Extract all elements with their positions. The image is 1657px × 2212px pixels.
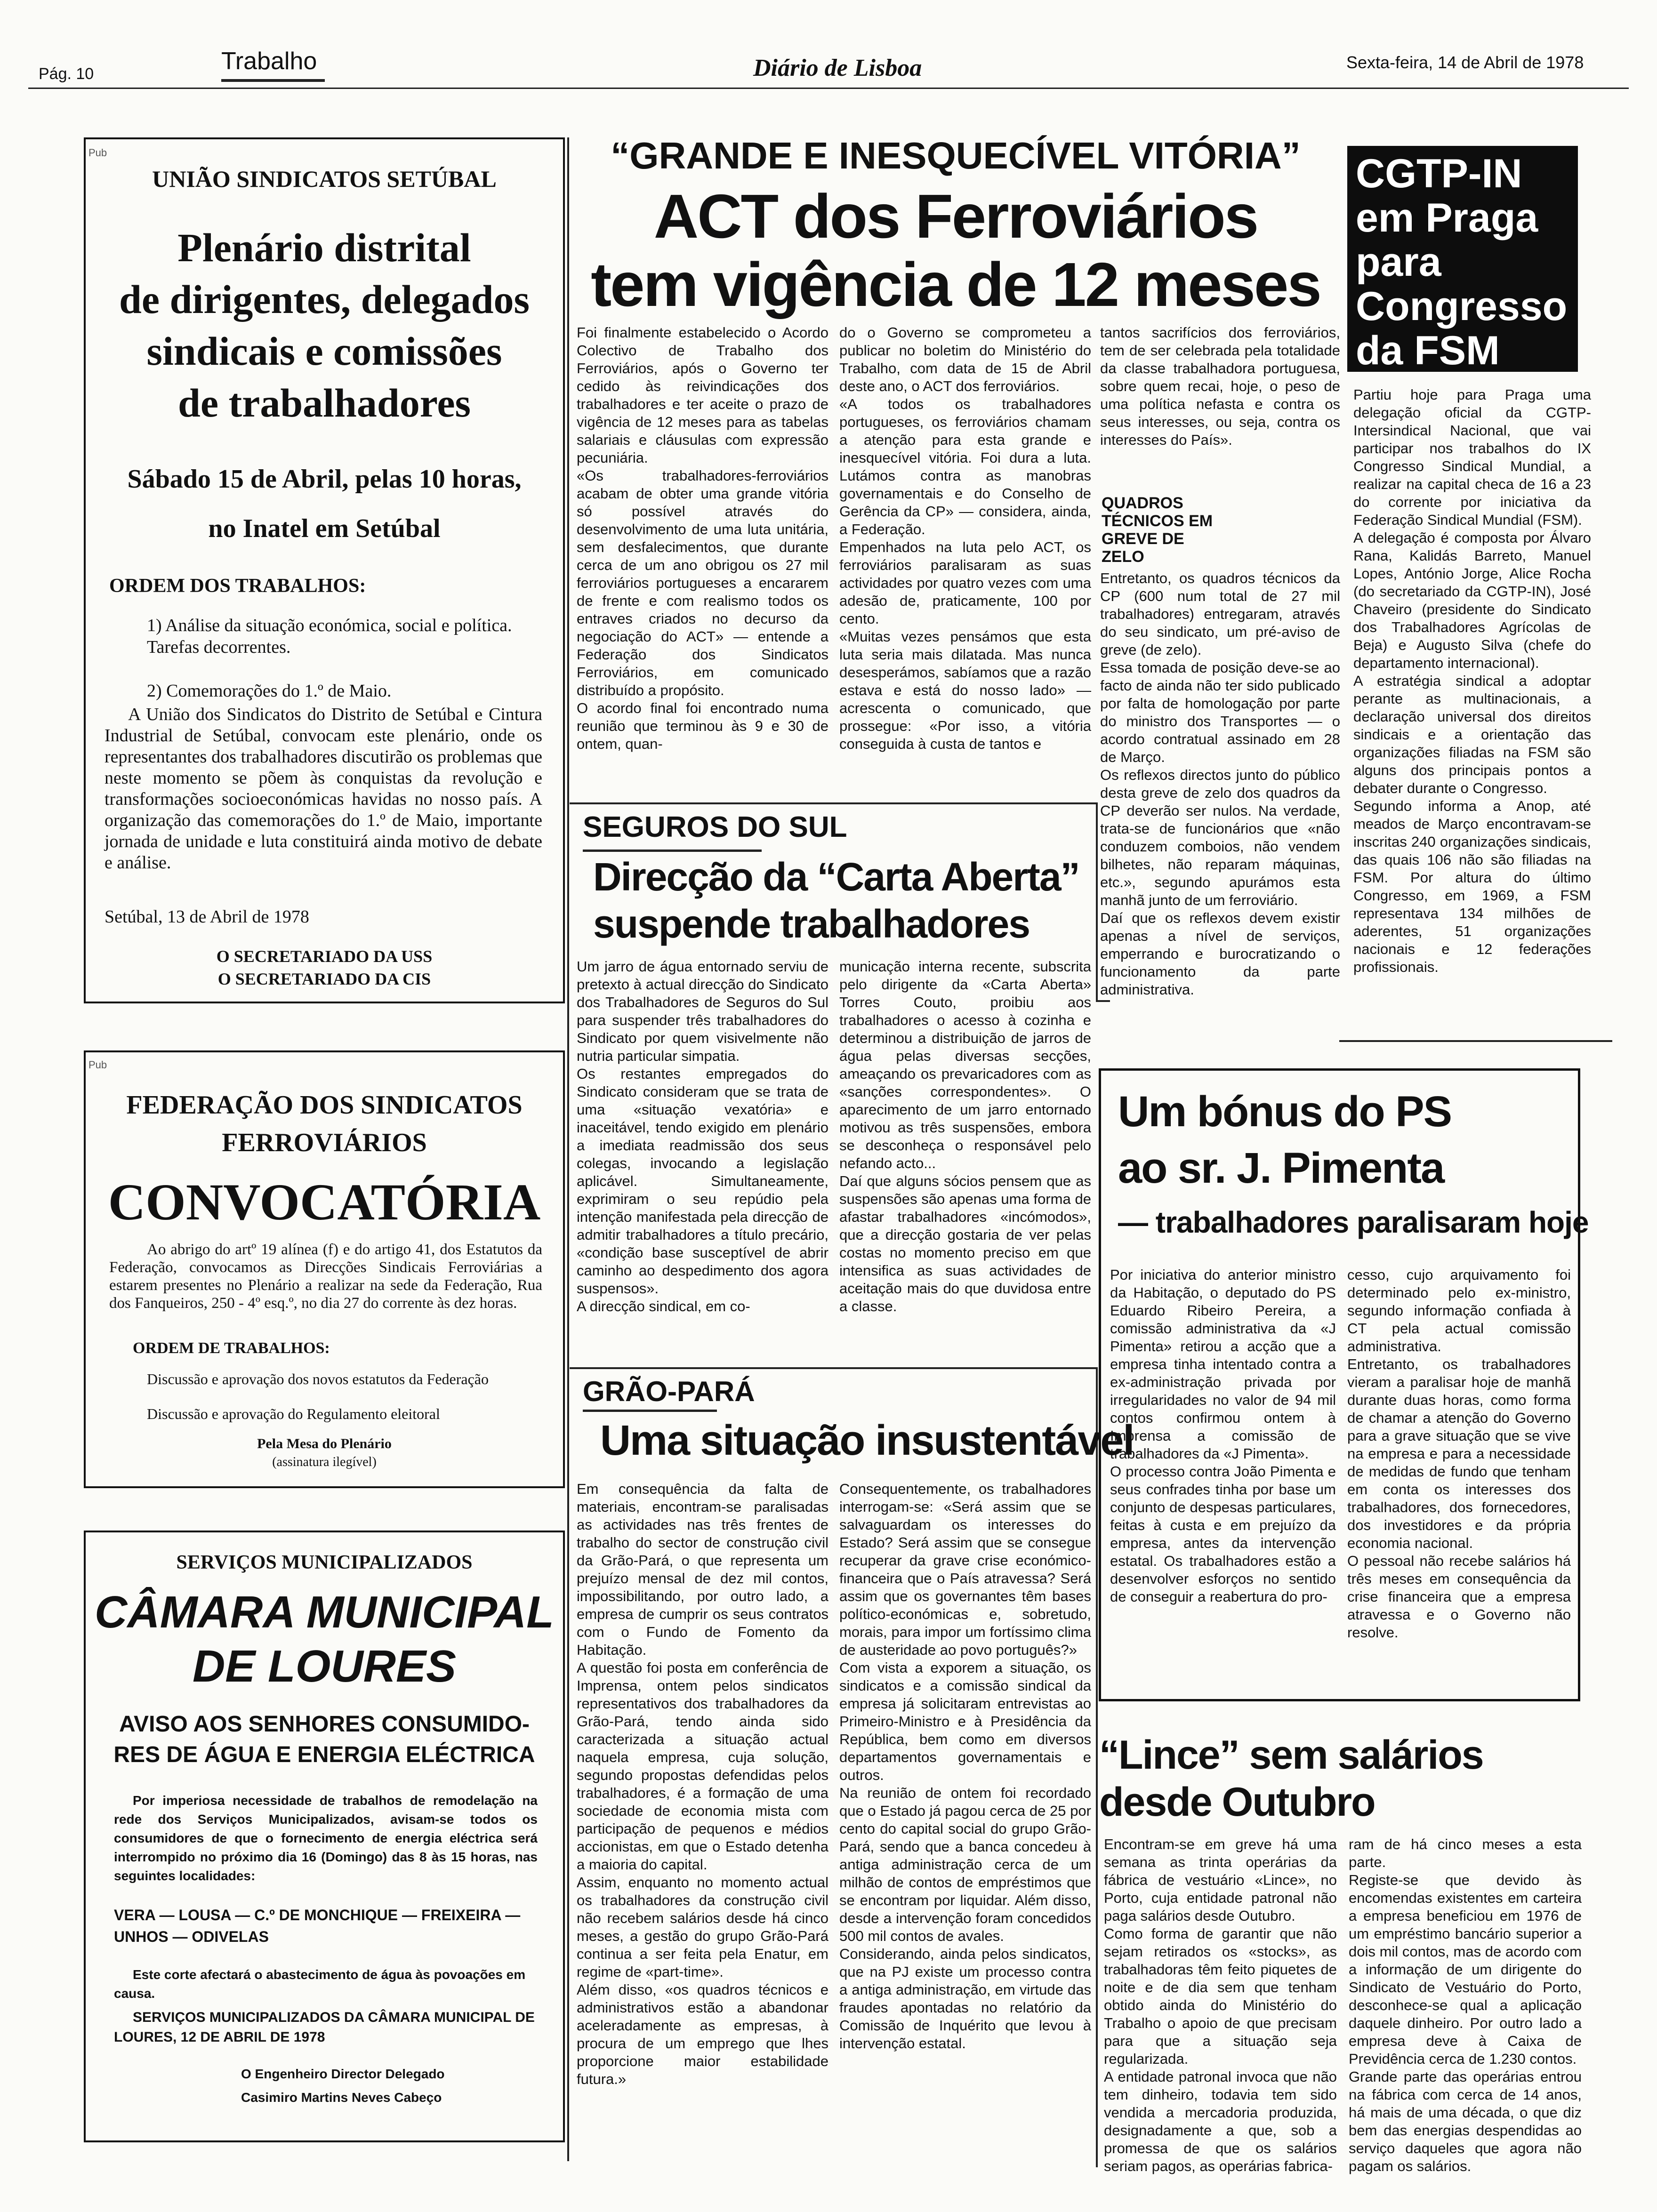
act-col3b: Entretanto, os quadros técnicos da CP (600 num total de 27 mil trabalhadores) entregaram, através do seu sindicato, um pré-aviso de greve (de zelo). Essa tomada de posição deve-se ao facto de ainda não ter sido publicado por falta de homologação por parte do ministro dos Transportes — o acordo contratual assinado em 28 de Março. Os reflexos directos junto do público desta greve de zelo dos quadros da CP deverão ser nulos. Na verdade, trata-se de funcionários que «não conduzem comboios, não vendem bilhetes, não reparam máquinas, etc.», segundo apurámos esta manhã junto de um ferroviário. Daí que os reflexos devem existir apenas a nível de serviços, emperrando e burocratizando o funcionamento da parte administrativa. bbox=[1100, 570, 1340, 998]
uss-title bbox=[86, 222, 563, 429]
cgtp-title-line: em Praga bbox=[1356, 195, 1538, 240]
lince-col1: Encontram-se em greve há uma semana as trinta operárias da fábrica de vestuário «Lince», no Porto, cuja entidade patronal não paga salários desde Outubro. Como forma de garantir que não sejam retirados os «stocks», as trabalhadoras têm feito piquetes de noite e de dia sem que tenham obtido ainda do Ministério do Trabalho o apoio de que precisam para que a situação seja regularizada. A entidade patronal invoca que não tem dinheiro, todavia tem sido vendida a mercadoria produzida, designadamente a que, sob a promessa de que os salários seriam pagos, as operárias fabrica- bbox=[1104, 1836, 1337, 2174]
cgtp-title-line: da FSM bbox=[1356, 328, 1500, 373]
uss-title-line: de trabalhadores bbox=[178, 380, 471, 425]
uss-sig1: O SECRETARIADO DA USS bbox=[216, 947, 433, 966]
act-col3: tantos sacrifícios dos ferroviários, tem de ser celebrada pela totalidade da classe trabalhadora portuguesa, sobre quem recai, hoje, o peso de uma política nefasta e contra os seus interesses, ou seja, contra os interesses do País». bbox=[1100, 324, 1340, 448]
pub-label: Pub bbox=[88, 147, 107, 159]
uss-item1: 1) Análise da situação económica, social e política. Tarefas decorrentes. bbox=[147, 616, 512, 657]
seguros-title2: suspende trabalhadores bbox=[593, 902, 1030, 946]
lince-title2: desde Outubro bbox=[1099, 1779, 1375, 1825]
act-kicker: “GRANDE E INESQUECÍVEL VITÓRIA” bbox=[611, 135, 1301, 176]
ferro-item2: Discussão e aprovação do Regulamento eleitoral bbox=[147, 1405, 440, 1422]
loures-ad bbox=[84, 1531, 565, 2142]
loures-eng1: O Engenheiro Director Delegado bbox=[241, 2067, 445, 2081]
uss-ad bbox=[84, 137, 565, 1003]
bonus-col2: cesso, cujo arquivamento foi determinado pelo ex-ministro, segundo informação confiada à CT pela actual comissão administrativa. Entretanto, os trabalhadores vieram a paralisar hoje de manhã durante duas horas, como forma de chamar a atenção do Governo para a grave situação que se vive na empresa e para a necessidade de medidas de fundo que tenham em conta os interesses dos trabalhadores, dos fornecedores, dos investidores e da própria economia nacional. O pessoal não recebe salários há três meses em consequência da crise financeira que a empresa atravessa e o Governo não resolve. bbox=[1347, 1266, 1571, 1641]
uss-item2: 2) Comemorações do 1.º de Maio. bbox=[147, 681, 392, 701]
loures-top: SERVIÇOS MUNICIPALIZADOS bbox=[176, 1552, 473, 1573]
act-title1: ACT dos Ferroviários bbox=[653, 182, 1258, 251]
bonus-sub: — trabalhadores paralisaram hoje bbox=[1118, 1205, 1589, 1239]
uss-body: A União dos Sindicatos do Distrito de Setúbal e Cintura Industrial de Setúbal, convocam este plenário, onde os representantes dos trabalhadores discutirão os problemas que neste momento se põem às conquistas da revolução e transformações socioeconómicas havidas no nosso país. A organização das comemorações do 1.º de Maio, importante jornada de unidade e luta constituirá ainda motivo de debate e análise. bbox=[105, 705, 542, 873]
act-col2: do o Governo se comprometeu a publicar no boletim do Ministério do Trabalho, com data de 15 de Abril deste ano, o ACT dos ferroviários. «A todos os trabalhadores portugueses, os ferroviários chamam a atenção para esta grande e inesquecível vitória. Foi dura a luta. Lutámos contra as manobras governamentais e do Conselho de Gerência da CP» — considera, ainda, a Federação. Empenhados na luta pelo ACT, os ferroviários paralisaram as suas actividades por quatro vezes com uma adesão de, praticamente, 100 por cento. «Muitas vezes pensámos que esta luta seria mais dilatada. Mas nunca desesperámos, sabíamos que a razão estava e está do nosso lado» — acrescenta o comunicado, que prossegue: «Por isso, a vitória conseguida à custa de tantos e bbox=[839, 324, 1091, 752]
ferro-org2: FERROVIÁRIOS bbox=[222, 1128, 427, 1157]
lince-col2: ram de há cinco meses a esta parte. Registe-se que devido às encomendas existentes em carteira a empresa beneficiou em 1976 de um empréstimo bancário superior a dois mil contos, mas de acordo com a informação de um dirigente do Sindicato de Vestuário do Porto, desconhece-se qual a aplicação daquele dinheiro. Por outro lado a empresa deve à Caixa de Previdência cerca de 1.230 contos. Grande parte das operárias entrou na fábrica com cerca de 14 anos, há mais de uma década, o que diz bem das energias despendidas ao serviço daqueles que agora não pagam os salários. bbox=[1349, 1836, 1582, 2174]
loures-sub1: AVISO AOS SENHORES CONSUMIDO- bbox=[119, 1712, 530, 1737]
uss-title-line: sindicais e comissões bbox=[146, 329, 502, 374]
loures-body: Por imperiosa necessidade de trabalhos de remodelação na rede dos Serviços Municipalizados, avisam-se todos os consumidores de que o fornecimento de energia eléctrica será interrompido no próximo dia 16 (Domingo) das 8 às 15 horas, nas seguintes localidades: bbox=[114, 1793, 538, 1883]
ferro-title: CONVOCATÓRIA bbox=[108, 1173, 541, 1231]
seguros-col1: Um jarro de água entornado serviu de pretexto à actual direcção do Sindicato dos Trabalhadores de Seguros do Sul para suspender três trabalhadores do Sindicato por quem visivelmente não nutria particular simpatia. Os restantes empregados do Sindicato consideram que se trata de uma «situação vexatória» e inaceitável, tendo exigido em plenário a imediata readmissão dos seus colegas, invocando a legislação aplicável. Simultaneamente, exprimiram o seu repúdio pela intenção manifestada pela direcção de admitir trabalhadores a título precário, «condição base susceptível de abrir caminho ao despedimento dos agora suspensos». A direcção sindical, em co- bbox=[577, 958, 828, 1314]
grao-col2: Consequentemente, os trabalhadores interrogam-se: «Será assim que se salvaguardam os interesses do Estado? Será assim que se consegue recuperar da grave crise económico-financeira que o País atravessa? Será assim que os governantes têm bases político-económicas e, sobretudo, morais, para impor um fortíssimo clima de austeridade ao povo português?» Com vista a exporem a situação, os sindicatos e a comissão sindical da empresa já solicitaram entrevistas ao Primeiro-Ministro e à Presidência da República, bem como em diversos departamentos governamentais e outros. Na reunião de ontem foi recordado que o Estado já pagou cerca de 25 por cento do capital social do grupo Grão-Pará, sendo que a banca concedeu à antiga administração cerca de um milhão de contos de empréstimos que se encontram por liquidar. Além disso, desde a intervenção foram concedidos 500 mil contos de avales. Considerando, ainda pelos sindicatos, que na PJ existe um processo contra a antiga administração, em virtude das fraudes apontadas no relatório da Comissão de Inquérito que levou à intervenção estatal. bbox=[839, 1481, 1091, 2052]
page-number: Pág. 10 bbox=[39, 65, 94, 83]
section-title: Trabalho bbox=[221, 48, 317, 75]
loures-title2: DE LOURES bbox=[192, 1641, 457, 1691]
cgtp-title-line: Congresso bbox=[1356, 284, 1568, 329]
cgtp-body: Partiu hoje para Praga uma delegação oficial da CGTP-Intersindical Nacional, que vai participar nos trabalhos do IX Congresso Sindical Mundial, a realizar na capital checa de 16 a 23 do corrente por iniciativa da Federação Sindical Mundial (FSM). A delegação é composta por Álvaro Rana, Kalidás Barreto, Manuel Lopes, António Jorge, Alice Rocha (do secretariado da CGTP-IN), José Chaveiro (presidente do Sindicato dos Trabalhadores Agrícolas de Beja) e Augusto Silva (chefe do departamento internacional). A estratégia sindical a adoptar perante as multinacionais, a declaração universal dos direitos sindicais e a orientação das organizações filiadas na FSM são alguns dos principais pontos a debater durante o Congresso. Segundo informa a Anop, até meados de Março encontravam-se inscritas 240 organizações sindicais, das quais 106 não são filiadas na FSM. Por altura do último Congresso, em 1969, a FSM representava 134 milhões de aderentes, 51 organizações nacionais e 12 federações profissionais. bbox=[1353, 386, 1591, 975]
bonus-col1: Por iniciativa do anterior ministro da Habitação, o deputado do PS Eduardo Ribeiro Pereira, a comissão administrativa da «J Pimenta» retirou a acção que a empresa tinha intentado contra a ex-administração privada por irregularidades no valor de 94 mil contos confirmou ontem à Imprensa a comissão de trabalhadores da «J Pimenta». O processo contra João Pimenta e seus confrades tinha por base um conjunto de despesas particulares, feitas à custa e em prejuízo da empresa, antes da intervenção estatal. Os trabalhadores estão a desenvolver esforços no sentido de conseguir a reabertura do pro- bbox=[1110, 1266, 1336, 1605]
bonus-title2: ao sr. J. Pimenta bbox=[1118, 1144, 1444, 1192]
grao-title: Uma situação insustentável bbox=[600, 1417, 1134, 1464]
issue-date: Sexta-feira, 14 de Abril de 1978 bbox=[1346, 53, 1584, 72]
uss-org: UNIÃO SINDICATOS SETÚBAL bbox=[152, 166, 497, 192]
uss-title-line: Plenário distrital bbox=[177, 225, 471, 270]
bonus-title1: Um bónus do PS bbox=[1118, 1088, 1451, 1136]
loures-eng2: Casimiro Martins Neves Cabeço bbox=[241, 2090, 442, 2105]
act-subhead: QUADROS TÉCNICOS EM GREVE DE ZELO bbox=[1102, 494, 1213, 566]
uss-order-heading: ORDEM DOS TRABALHOS: bbox=[109, 575, 366, 597]
masthead: Diário de Lisboa bbox=[753, 55, 922, 81]
uss-place-date: Setúbal, 13 de Abril de 1978 bbox=[105, 907, 309, 927]
loures-sig: SERVIÇOS MUNICIPALIZADOS DA CÂMARA MUNICIPAL DE LOURES, 12 DE ABRIL DE 1978 bbox=[114, 2010, 535, 2045]
uss-sig2: O SECRETARIADO DA CIS bbox=[217, 970, 431, 988]
ferro-body: Ao abrigo do artº 19 alínea (f) e do artigo 41, dos Estatutos da Federação, convocamos as Direcções Sindicais Ferroviárias a estarem presentes no Plenário a realizar na sede da Federação, Rua dos Fanqueiros, 250 - 4º esq.º, no dia 27 do corrente às dez horas. bbox=[109, 1241, 542, 1312]
seguros-title1: Direcção da “Carta Aberta” bbox=[593, 855, 1079, 899]
cgtp-title-box bbox=[1347, 146, 1578, 372]
loures-title1: CÂMARA MUNICIPAL bbox=[95, 1587, 554, 1637]
ferro-ad bbox=[84, 1050, 565, 1488]
ferro-sig1: Pela Mesa do Plenário bbox=[257, 1436, 392, 1451]
pub-label: Pub bbox=[88, 1059, 107, 1071]
loures-note: Este corte afectará o abastecimento de água às povoações em causa. bbox=[114, 1967, 526, 2001]
ferro-order-heading: ORDEM DE TRABALHOS: bbox=[133, 1339, 330, 1357]
ferro-org1: FEDERAÇÃO DOS SINDICATOS bbox=[126, 1090, 523, 1120]
uss-title-line: de dirigentes, delegados bbox=[119, 277, 530, 322]
ferro-item1: Discussão e aprovação dos novos estatutos da Federação bbox=[147, 1370, 489, 1387]
grao-col1: Em consequência da falta de materiais, encontram-se paralisadas as actividades nas três frentes de trabalho do sector de construção civil da Grão-Pará, o que representa um prejuízo mensal de dez mil contos, impossibilitando, por outro lado, a empresa de cumprir os seus contratos com o Fundo de Fomento da Habitação. A questão foi posta em conferência de Imprensa, ontem pelos sindicatos representativos dos trabalhadores da Grão-Pará, tendo ainda sido caracterizada a situação actual naquela empresa, cuja solução, segundo propostas defendidas pelos trabalhadores, é a formação de uma sociedade de economia mista com participação de pequenos e médios accionistas, em que o Estado detenha a maioria do capital. Assim, enquanto no momento actual os trabalhadores da construção civil não recebem salários desde há cinco meses, a gestão do grupo Grão-Pará continua a ser feita pela Enatur, em regime de «part-time». Além disso, «os quadros técnicos e administrativos estão a abandonar aceleradamente as empresas, à procura de um emprego que lhes proporcione maior estabilidade futura.» bbox=[577, 1481, 828, 2087]
loures-places: VERA — LOUSA — C.º DE MONCHIQUE — FREIXEIRA — UNHOS — ODIVELAS bbox=[114, 1907, 521, 1945]
uss-where: no Inatel em Setúbal bbox=[208, 514, 441, 543]
cgtp-title-line: CGTP-IN bbox=[1356, 151, 1522, 196]
seguros-kicker: SEGUROS DO SUL bbox=[583, 811, 847, 843]
uss-when: Sábado 15 de Abril, pelas 10 horas, bbox=[127, 465, 522, 494]
act-title2: tem vigência de 12 meses bbox=[591, 250, 1320, 319]
cgtp-title-line: para bbox=[1356, 240, 1441, 285]
ferro-sig2: (assinatura ilegível) bbox=[272, 1455, 377, 1469]
loures-sub2: RES DE ÁGUA E ENERGIA ELÉCTRICA bbox=[113, 1742, 535, 1767]
act-col1: Foi finalmente estabelecido o Acordo Colectivo de Trabalho dos Ferroviários, após o Governo ter cedido às reivindicações dos trabalhadores e ter aceite o prazo de vigência de 12 meses para as tabelas salariais e cláusulas com expressão pecuniária. «Os trabalhadores-ferroviários acabam de obter uma grande vitória só possível através do desenvolvimento de uma luta unitária, sem desfalecimentos, que durante cerca de um ano obrigou os 27 mil ferroviários portugueses a encararem de frente e com realismo todos os entraves criados no decurso da negociação do ACT» — entende a Federação dos Sindicatos Ferroviários, em comunicado distribuído a propósito. O acordo final foi encontrado numa reunião que terminou às 9 e 30 de ontem, quan- bbox=[577, 324, 828, 752]
seguros-col2: municação interna recente, subscrita pelo dirigente da «Carta Aberta» Torres Couto, proibiu aos trabalhadores o acesso à cozinha e determinou a distribuição de jarros de água pelas diversas secções, ameaçando os prevaricadores com as «sanções correspondentes». O aparecimento de um jarro entornado motivou as três suspensões, embora se desconheça o responsável pelo nefando acto... Daí que alguns sócios pensem que as suspensões são apenas uma forma de afastar trabalhadores «incómodos», que a direcção gostaria de ver pelas costas no momento preciso em que intensifica as suas actividades de aceitação mais do que duvidosa entre a classe. bbox=[839, 958, 1091, 1314]
grao-kicker: GRÃO-PARÁ bbox=[583, 1376, 755, 1407]
lince-title1: “Lince” sem salários bbox=[1099, 1732, 1483, 1778]
